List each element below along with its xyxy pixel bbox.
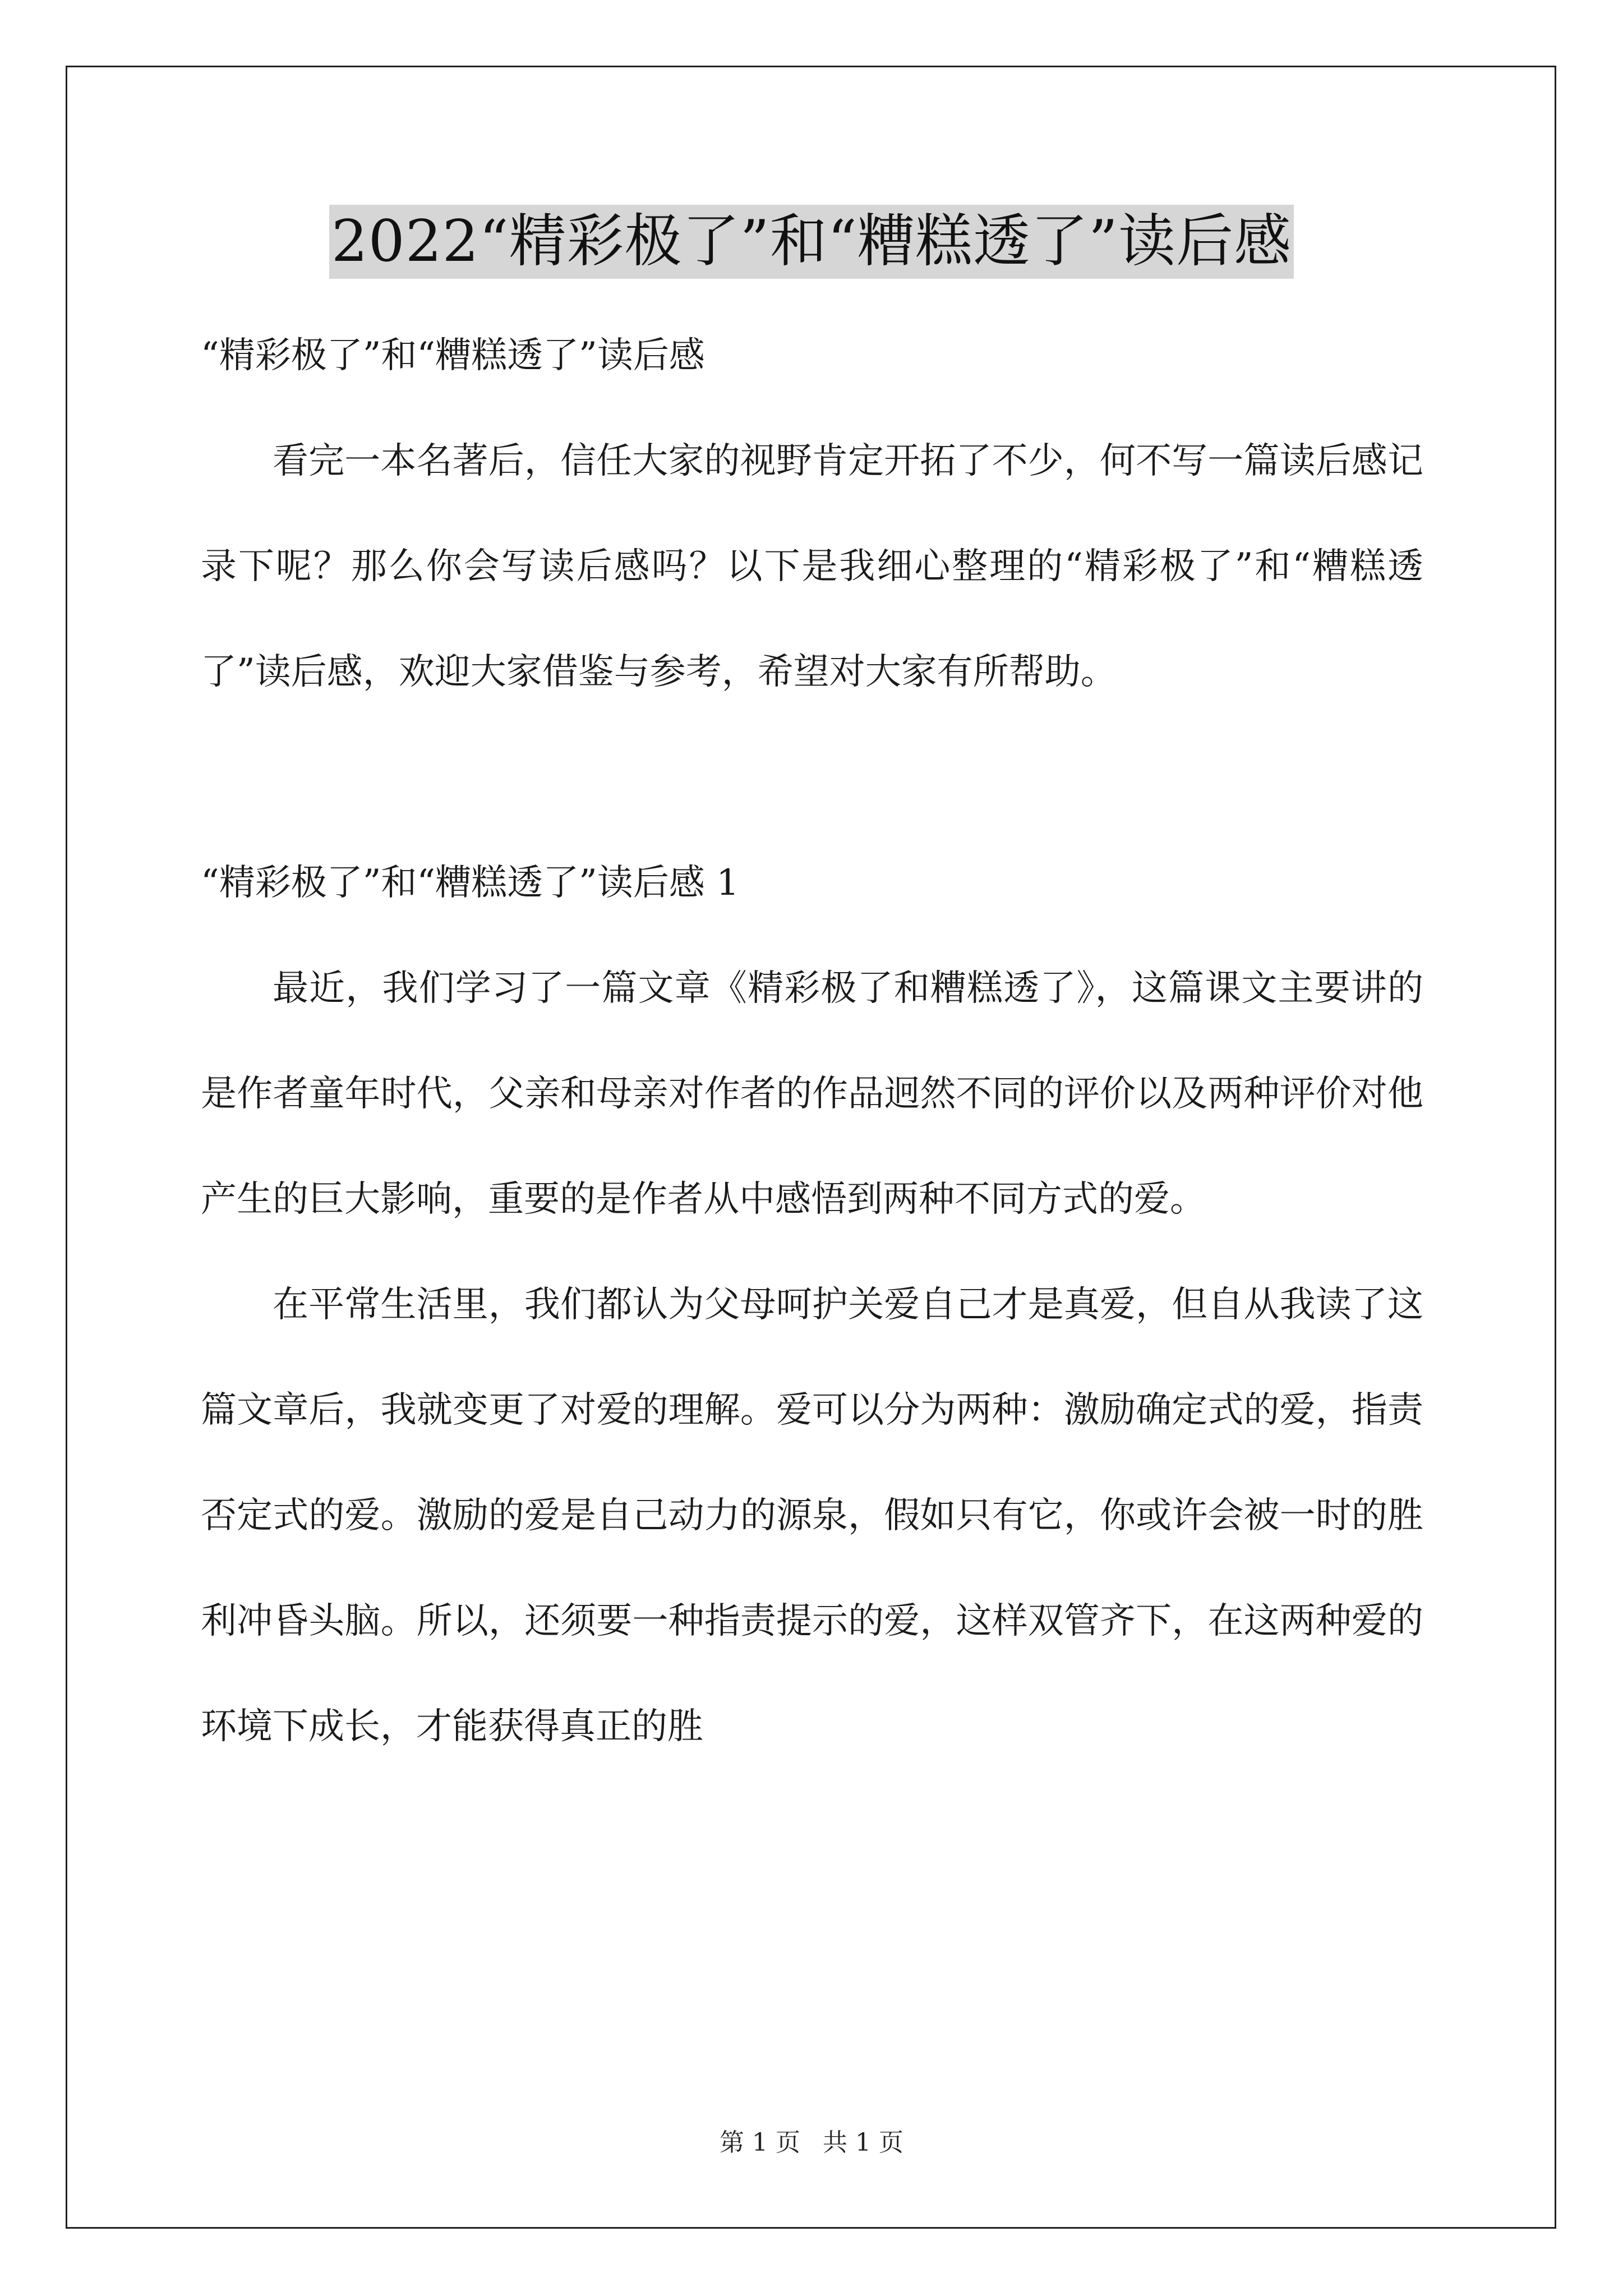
subtitle: “精彩极了”和“糟糕透了”读后感 [201,335,705,376]
document-body [201,303,1423,1779]
body-paragraph: 最近，我们学习了一篇文章《精彩极了和糟糕透了》，这篇课文主要讲的是作者童年时代，父亲和母亲对作者的作品迥然不同的评价以及两种评价对他产生的巨大影响，重要的是作者从中感悟到两种不同方式的爱。 [201,968,1423,1220]
section-heading: “精彩极了”和“糟糕透了”读后感 1 [201,862,739,904]
title-container [0,205,1623,279]
page-number: 第 1 页 [720,2128,800,2157]
page-total: 共 1 页 [823,2128,903,2157]
body-paragraph: 在平常生活里，我们都认为父母呵护关爱自己才是真爱，但自从我读了这篇文章后，我就变更了对爱的理解。爱可以分为两种：激励确定式的爱，指责否定式的爱。激励的爱是自己动力的源泉，假如只有它，你或许会被一时的胜利冲昏头脑。所以，还须要一种指责提示的爱，这样双管齐下，在这两种爱的环境下成长，才能获得真正的胜 [201,1284,1423,1747]
page-footer [0,2126,1623,2160]
document-title: 2022“精彩极了”和“糟糕透了”读后感 [329,205,1294,279]
section-gap [201,725,1423,830]
intro-paragraph: 看完一本名著后，信任大家的视野肯定开拓了不少，何不写一篇读后感记录下呢？那么你会写读后感吗？以下是我细心整理的“精彩极了”和“糟糕透了”读后感，欢迎大家借鉴与参考，希望对大家有所帮助。 [201,440,1423,693]
